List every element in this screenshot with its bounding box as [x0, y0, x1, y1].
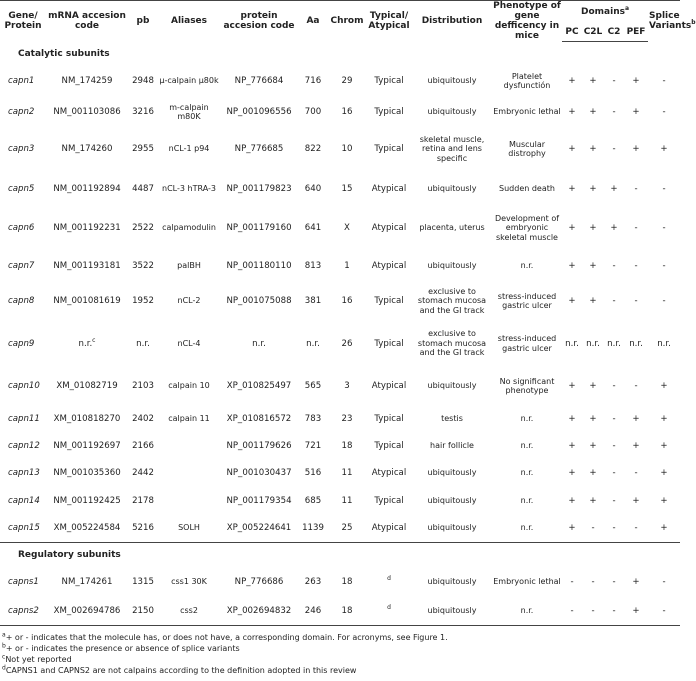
- cell-alias: palBH: [177, 261, 201, 271]
- cell-aa: 641: [304, 223, 322, 233]
- cell-c2: -: [612, 76, 616, 86]
- cell-protein: n.r.: [252, 338, 266, 349]
- cell-pheno: n.r.: [520, 522, 534, 532]
- cell-dist: placenta, uterus: [419, 223, 485, 233]
- cell-mrna: NM_001192894: [53, 183, 121, 194]
- cell-pb: 4487: [132, 183, 154, 194]
- cell-alias: css1 30K: [171, 576, 207, 586]
- cell-gene: capn8: [8, 296, 35, 306]
- cell-c2l: +: [589, 223, 597, 233]
- cell-pheno: n.r.: [520, 440, 534, 450]
- section-catalytic: Catalytic subunits: [18, 48, 110, 59]
- cell-c2: -: [612, 413, 616, 424]
- cell-mrna: NM_001192697: [53, 440, 121, 451]
- cell-aa: 246: [298, 597, 328, 626]
- cell-pef: -: [634, 468, 638, 478]
- cell-gene: capn3: [8, 144, 35, 154]
- cell-c2l: +: [589, 183, 597, 194]
- cell-pheno: Development of embryonic skeletal muscle: [494, 213, 560, 242]
- table-row: [0, 459, 680, 488]
- cell-splice: n.r.: [657, 338, 671, 349]
- table-row: [0, 405, 680, 433]
- cell-pheno: n.r.: [520, 261, 534, 271]
- cell-splice: -: [662, 296, 666, 306]
- cell-gene: capn1: [8, 76, 35, 86]
- cell-mrna: NM_174260: [61, 144, 113, 154]
- cell-typ: Typical: [374, 495, 404, 506]
- cell-chrom: X: [344, 223, 350, 233]
- cell-c2l: -: [591, 522, 595, 533]
- cell-pheno: Sudden death: [499, 183, 555, 193]
- cell-c2l: -: [582, 597, 604, 626]
- cell-pc: +: [568, 413, 576, 424]
- cell-chrom: 16: [341, 107, 353, 117]
- cell-pheno: Embryonic lethal: [493, 107, 561, 117]
- cell-protein: XP_005224641: [226, 522, 292, 533]
- cell-pheno: n.r.: [520, 413, 534, 423]
- cell-c2: n.r.: [607, 338, 621, 349]
- cell-aa: 700: [304, 107, 322, 117]
- cell-typ: Typical: [374, 144, 404, 154]
- cell-dist: ubiquitously: [427, 468, 477, 478]
- cell-mrna: NM_001081619: [53, 296, 121, 306]
- cell-pb: 3216: [132, 107, 154, 117]
- cell-protein: XP_010816572: [226, 413, 292, 424]
- cell-typ: Typical: [374, 296, 404, 306]
- cell-c2: +: [610, 223, 618, 233]
- cell-c2: -: [612, 522, 616, 533]
- cell-mrna: NM_001192231: [53, 223, 121, 233]
- cell-pheno: n.r.: [520, 468, 534, 478]
- table-row: [0, 97, 680, 128]
- cell-splice: -: [648, 597, 680, 626]
- cell-dist: exclusive to stomach mucosa and the GI track: [417, 286, 487, 315]
- cell-chrom: 18: [341, 440, 353, 451]
- cell-pef: -: [634, 183, 638, 194]
- cell-gene: capns2: [0, 597, 46, 626]
- cell-pef: +: [632, 107, 640, 117]
- cell-dist: ubiquitously: [412, 597, 492, 626]
- cell-pef: +: [632, 576, 640, 587]
- cell-pef: -: [634, 296, 638, 306]
- cell-chrom: 1: [344, 261, 350, 271]
- cell-pc: -: [562, 597, 582, 626]
- cell-pef: -: [634, 381, 638, 391]
- cell-dist: ubiquitously: [427, 522, 477, 532]
- col-distribution: Distribution: [412, 1, 492, 42]
- cell-pb: 2955: [132, 144, 154, 154]
- cell-chrom: 18: [341, 576, 353, 587]
- cell-mrna: XM_005224584: [53, 522, 121, 533]
- col-c2: C2: [604, 24, 624, 41]
- cell-splice: -: [662, 576, 666, 587]
- cell-dist: ubiquitously: [427, 107, 477, 117]
- cell-c2l: +: [589, 440, 597, 451]
- cell-c2l: +: [589, 144, 597, 154]
- cell-splice: -: [662, 223, 666, 233]
- cell-c2: -: [612, 440, 616, 451]
- table-row: [0, 567, 680, 597]
- cell-c2l: +: [589, 76, 597, 86]
- col-aliases: Aliases: [158, 1, 220, 42]
- cell-mrna: NM_001035360: [53, 468, 121, 478]
- cell-chrom: 26: [341, 338, 353, 349]
- cell-pef: n.r.: [629, 338, 643, 349]
- cell-aa: 1139: [302, 522, 324, 533]
- cell-typ: Atypical: [371, 522, 407, 533]
- cell-dist: exclusive to stomach mucosa and the GI track: [417, 329, 487, 358]
- col-aa: Aa: [298, 1, 328, 42]
- cell-chrom: 23: [341, 413, 353, 424]
- cell-dist: ubiquitously: [427, 183, 477, 193]
- cell-chrom: 15: [341, 183, 353, 194]
- cell-typ: Typical: [374, 413, 404, 424]
- cell-alias: [158, 488, 220, 514]
- cell-alias: calpamodulin: [162, 223, 216, 233]
- cell-gene: capn7: [8, 261, 35, 271]
- cell-chrom: 10: [341, 144, 353, 154]
- table-row: [0, 433, 680, 459]
- cell-splice: +: [660, 144, 668, 154]
- cell-typ: Typical: [374, 440, 404, 451]
- cell-c2: -: [612, 495, 616, 506]
- cell-aa: n.r.: [306, 338, 320, 349]
- cell-pb: 5216: [132, 522, 154, 533]
- cell-alias: SOLH: [178, 522, 200, 532]
- cell-c2l: +: [589, 381, 597, 391]
- table-row: [0, 488, 680, 514]
- cell-c2: -: [612, 107, 616, 117]
- cell-chrom: 29: [341, 76, 353, 86]
- cell-alias: calpain 10: [168, 381, 210, 391]
- cell-protein: NP_001179823: [226, 183, 292, 194]
- cell-splice: +: [660, 522, 668, 533]
- cell-pef: +: [632, 440, 640, 451]
- cell-mrna: n.r.$^c$: [78, 336, 96, 349]
- col-pc: PC: [562, 24, 582, 41]
- cell-gene: capn9: [8, 338, 35, 349]
- col-c2l: C2L: [582, 24, 604, 41]
- cell-pc: +: [568, 440, 576, 451]
- cell-gene: capn12: [8, 440, 40, 451]
- table-body: [0, 41, 680, 625]
- cell-pef: +: [632, 495, 640, 506]
- cell-typ: Atypical: [371, 381, 407, 391]
- table-row: [0, 66, 680, 97]
- cell-pheno: Muscular distrophy: [508, 139, 546, 158]
- cell-pef: -: [634, 261, 638, 271]
- cell-mrna: NM_001103086: [53, 107, 121, 117]
- cell-pef: +: [632, 76, 640, 86]
- table-row: [0, 368, 680, 405]
- cell-aa: 721: [304, 440, 322, 451]
- cell-pb: n.r.: [136, 338, 150, 349]
- cell-typ: d: [387, 574, 391, 582]
- cell-pc: +: [568, 223, 576, 233]
- cell-pb: 2178: [132, 495, 154, 506]
- cell-gene: capn15: [8, 522, 40, 533]
- cell-gene: capn10: [8, 381, 40, 391]
- cell-pb: 2948: [132, 76, 154, 86]
- cell-c2: -: [612, 381, 616, 391]
- cell-pheno: Embryonic lethal: [493, 576, 561, 586]
- cell-gene: capn6: [8, 223, 35, 233]
- cell-dist: hair follicle: [430, 440, 474, 450]
- col-phenotype: Phenotype of gene defficency in mice: [493, 1, 561, 41]
- cell-alias: css2: [158, 597, 220, 626]
- table-row: [0, 597, 680, 626]
- cell-pb: 2442: [132, 468, 154, 478]
- cell-alias: μ-calpain μ80k: [159, 76, 219, 86]
- cell-pef: -: [634, 522, 638, 533]
- cell-typ: Typical: [374, 338, 404, 349]
- cell-dist: skeletal muscle, retina and lens specific: [419, 134, 485, 163]
- cell-protein: NP_776684: [234, 76, 284, 86]
- cell-c2l: +: [589, 413, 597, 424]
- cell-typ: Typical: [374, 76, 404, 86]
- cell-c2: -: [604, 597, 624, 626]
- table-row: [0, 128, 680, 171]
- cell-c2l: +: [589, 495, 597, 506]
- cell-aa: 381: [304, 296, 322, 306]
- table-row: [0, 250, 680, 283]
- cell-gene: capns1: [8, 576, 39, 587]
- cell-pheno: n.r.: [492, 597, 562, 626]
- cell-gene: capn11: [8, 413, 40, 424]
- cell-alias: m-calpain m80K: [169, 102, 209, 121]
- cell-protein: NP_001096556: [226, 107, 292, 117]
- cell-typ: Atypical: [371, 261, 407, 271]
- col-domains: Domains$^a$: [562, 1, 648, 24]
- cell-splice: -: [662, 107, 666, 117]
- cell-c2: -: [612, 261, 616, 271]
- col-pb: pb: [128, 1, 158, 42]
- cell-aa: 685: [304, 495, 322, 506]
- cell-pb: 2103: [132, 381, 154, 391]
- cell-pb: 1315: [132, 576, 154, 587]
- cell-pheno: Platelet dysfunctión: [503, 71, 551, 90]
- cell-gene: capn5: [8, 183, 35, 194]
- cell-pc: n.r.: [565, 338, 579, 349]
- cell-pc: +: [568, 381, 576, 391]
- cell-dist: ubiquitously: [427, 261, 477, 271]
- cell-mrna: XM_002694786: [46, 597, 128, 626]
- col-chrom: Chrom: [328, 1, 366, 42]
- cell-protein: NP_776686: [234, 576, 284, 587]
- cell-chrom: 16: [341, 296, 353, 306]
- cell-protein: NP_001179626: [226, 440, 292, 451]
- cell-pef: -: [634, 223, 638, 233]
- cell-c2: -: [612, 296, 616, 306]
- cell-aa: 813: [304, 261, 322, 271]
- cell-splice: -: [662, 76, 666, 86]
- cell-pheno: stress-induced gastric ulcer: [497, 291, 557, 310]
- cell-aa: 640: [304, 183, 322, 194]
- cell-pheno: n.r.: [520, 495, 534, 505]
- cell-alias: nCL-4: [177, 338, 201, 348]
- cell-pc: +: [568, 107, 576, 117]
- cell-splice: +: [660, 440, 668, 451]
- cell-protein: NP_001179160: [226, 223, 292, 233]
- cell-dist: testis: [441, 413, 463, 423]
- cell-pc: +: [568, 468, 576, 478]
- cell-splice: -: [662, 183, 666, 194]
- cell-c2l: -: [591, 576, 595, 587]
- cell-protein: XP_002694832: [220, 597, 298, 626]
- cell-pc: +: [568, 261, 576, 271]
- cell-pef: +: [624, 597, 648, 626]
- cell-dist: ubiquitously: [427, 576, 477, 586]
- cell-pb: 1952: [132, 296, 154, 306]
- cell-pc: +: [568, 296, 576, 306]
- cell-pc: +: [568, 76, 576, 86]
- cell-gene: capn2: [8, 107, 35, 117]
- cell-mrna: XM_01082719: [56, 381, 118, 391]
- cell-typ: Atypical: [371, 468, 407, 478]
- cell-typ: Atypical: [371, 183, 407, 194]
- cell-typ: Atypical: [371, 223, 407, 233]
- cell-mrna: NM_001192425: [53, 495, 121, 506]
- cell-dist: ubiquitously: [427, 381, 477, 391]
- cell-typ: Typical: [374, 107, 404, 117]
- cell-pb: 2150: [128, 597, 158, 626]
- cell-pc: -: [570, 576, 574, 587]
- cell-protein: NP_001075088: [226, 296, 292, 306]
- cell-pef: +: [632, 144, 640, 154]
- cell-alias: nCL-2: [177, 296, 201, 306]
- cell-splice: -: [662, 261, 666, 271]
- cell-chrom: 11: [341, 495, 353, 506]
- cell-chrom: 18: [328, 597, 366, 626]
- cell-c2: -: [612, 468, 616, 478]
- cell-aa: 516: [304, 468, 322, 478]
- cell-pc: +: [568, 183, 576, 194]
- table-row: [0, 171, 680, 207]
- cell-chrom: 25: [341, 522, 353, 533]
- cell-aa: 716: [304, 76, 322, 86]
- cell-alias: nCL-1 p94: [168, 144, 210, 154]
- cell-mrna: NM_174259: [61, 76, 113, 86]
- cell-mrna: NM_174261: [61, 576, 113, 587]
- cell-dist: ubiquitously: [427, 76, 477, 86]
- cell-alias: [158, 459, 220, 488]
- cell-gene: capn13: [8, 468, 40, 478]
- col-protein: protein accesion code: [220, 1, 298, 42]
- cell-c2: -: [612, 144, 616, 154]
- section-regulatory: Regulatory subunits: [0, 542, 680, 567]
- cell-aa: 565: [304, 381, 322, 391]
- footnote: $^c$Not yet reported: [2, 653, 72, 664]
- col-pef: PEF: [624, 24, 648, 41]
- cell-pc: +: [568, 522, 576, 533]
- cell-c2: -: [612, 576, 616, 587]
- cell-protein: NP_001030437: [226, 468, 292, 478]
- cell-protein: NP_001180110: [226, 261, 292, 271]
- cell-aa: 822: [304, 144, 322, 154]
- cell-c2l: +: [589, 261, 597, 271]
- cell-mrna: NM_001193181: [53, 261, 121, 271]
- cell-typ: d: [366, 597, 412, 626]
- cell-c2l: +: [589, 296, 597, 306]
- cell-alias: nCL-3 hTRA-3: [162, 183, 216, 193]
- cell-splice: +: [660, 413, 668, 424]
- cell-gene: capn14: [8, 495, 40, 506]
- cell-splice: +: [660, 381, 668, 391]
- cell-protein: NP_001179354: [226, 495, 292, 506]
- footnote: $^b$+ or - indicates the presence or absence of splice variants: [2, 642, 240, 653]
- cell-c2l: +: [589, 107, 597, 117]
- cell-protein: NP_776685: [234, 144, 284, 154]
- cell-pc: +: [568, 144, 576, 154]
- cell-pc: +: [568, 495, 576, 506]
- cell-dist: ubiquitously: [427, 495, 477, 505]
- col-mrna: mRNA accesion code: [46, 1, 128, 42]
- cell-pheno: No significant phenotype: [499, 376, 555, 395]
- col-gene: Gene/ Protein: [0, 1, 46, 42]
- cell-aa: 263: [304, 576, 322, 587]
- cell-chrom: 3: [344, 381, 350, 391]
- col-typical: Typical/ Atypical: [366, 1, 412, 42]
- cell-alias: calpain 11: [168, 413, 210, 423]
- table-row: [0, 320, 680, 368]
- cell-pb: 2402: [132, 413, 154, 424]
- cell-pb: 2522: [132, 223, 154, 233]
- table-header: [0, 1, 696, 42]
- footnotes: [2, 632, 448, 676]
- cell-splice: +: [660, 495, 668, 506]
- table-row: [0, 514, 680, 543]
- cell-c2: +: [610, 183, 618, 194]
- cell-splice: +: [660, 468, 668, 478]
- cell-pb: 3522: [132, 261, 154, 271]
- footnote: $^d$CAPNS1 and CAPNS2 are not calpains according to the definition adopted in this review: [2, 664, 357, 675]
- cell-chrom: 11: [341, 468, 353, 478]
- footnote: $^a$+ or - indicates that the molecule has, or does not have, a corresponding domain. For acronyms, see Figure 1.: [2, 631, 448, 642]
- cell-aa: 783: [304, 413, 322, 424]
- cell-c2l: +: [589, 468, 597, 478]
- cell-pb: 2166: [132, 440, 154, 451]
- col-splice: Splice Variants$^b$: [648, 1, 680, 42]
- cell-pheno: stress-induced gastric ulcer: [497, 334, 557, 353]
- table-row: [0, 207, 680, 250]
- cell-c2l: n.r.: [586, 338, 600, 349]
- table-row: [0, 283, 680, 320]
- cell-pef: +: [632, 413, 640, 424]
- cell-protein: XP_010825497: [226, 381, 292, 391]
- cell-mrna: XM_010818270: [53, 413, 121, 424]
- cell-alias: [158, 433, 220, 459]
